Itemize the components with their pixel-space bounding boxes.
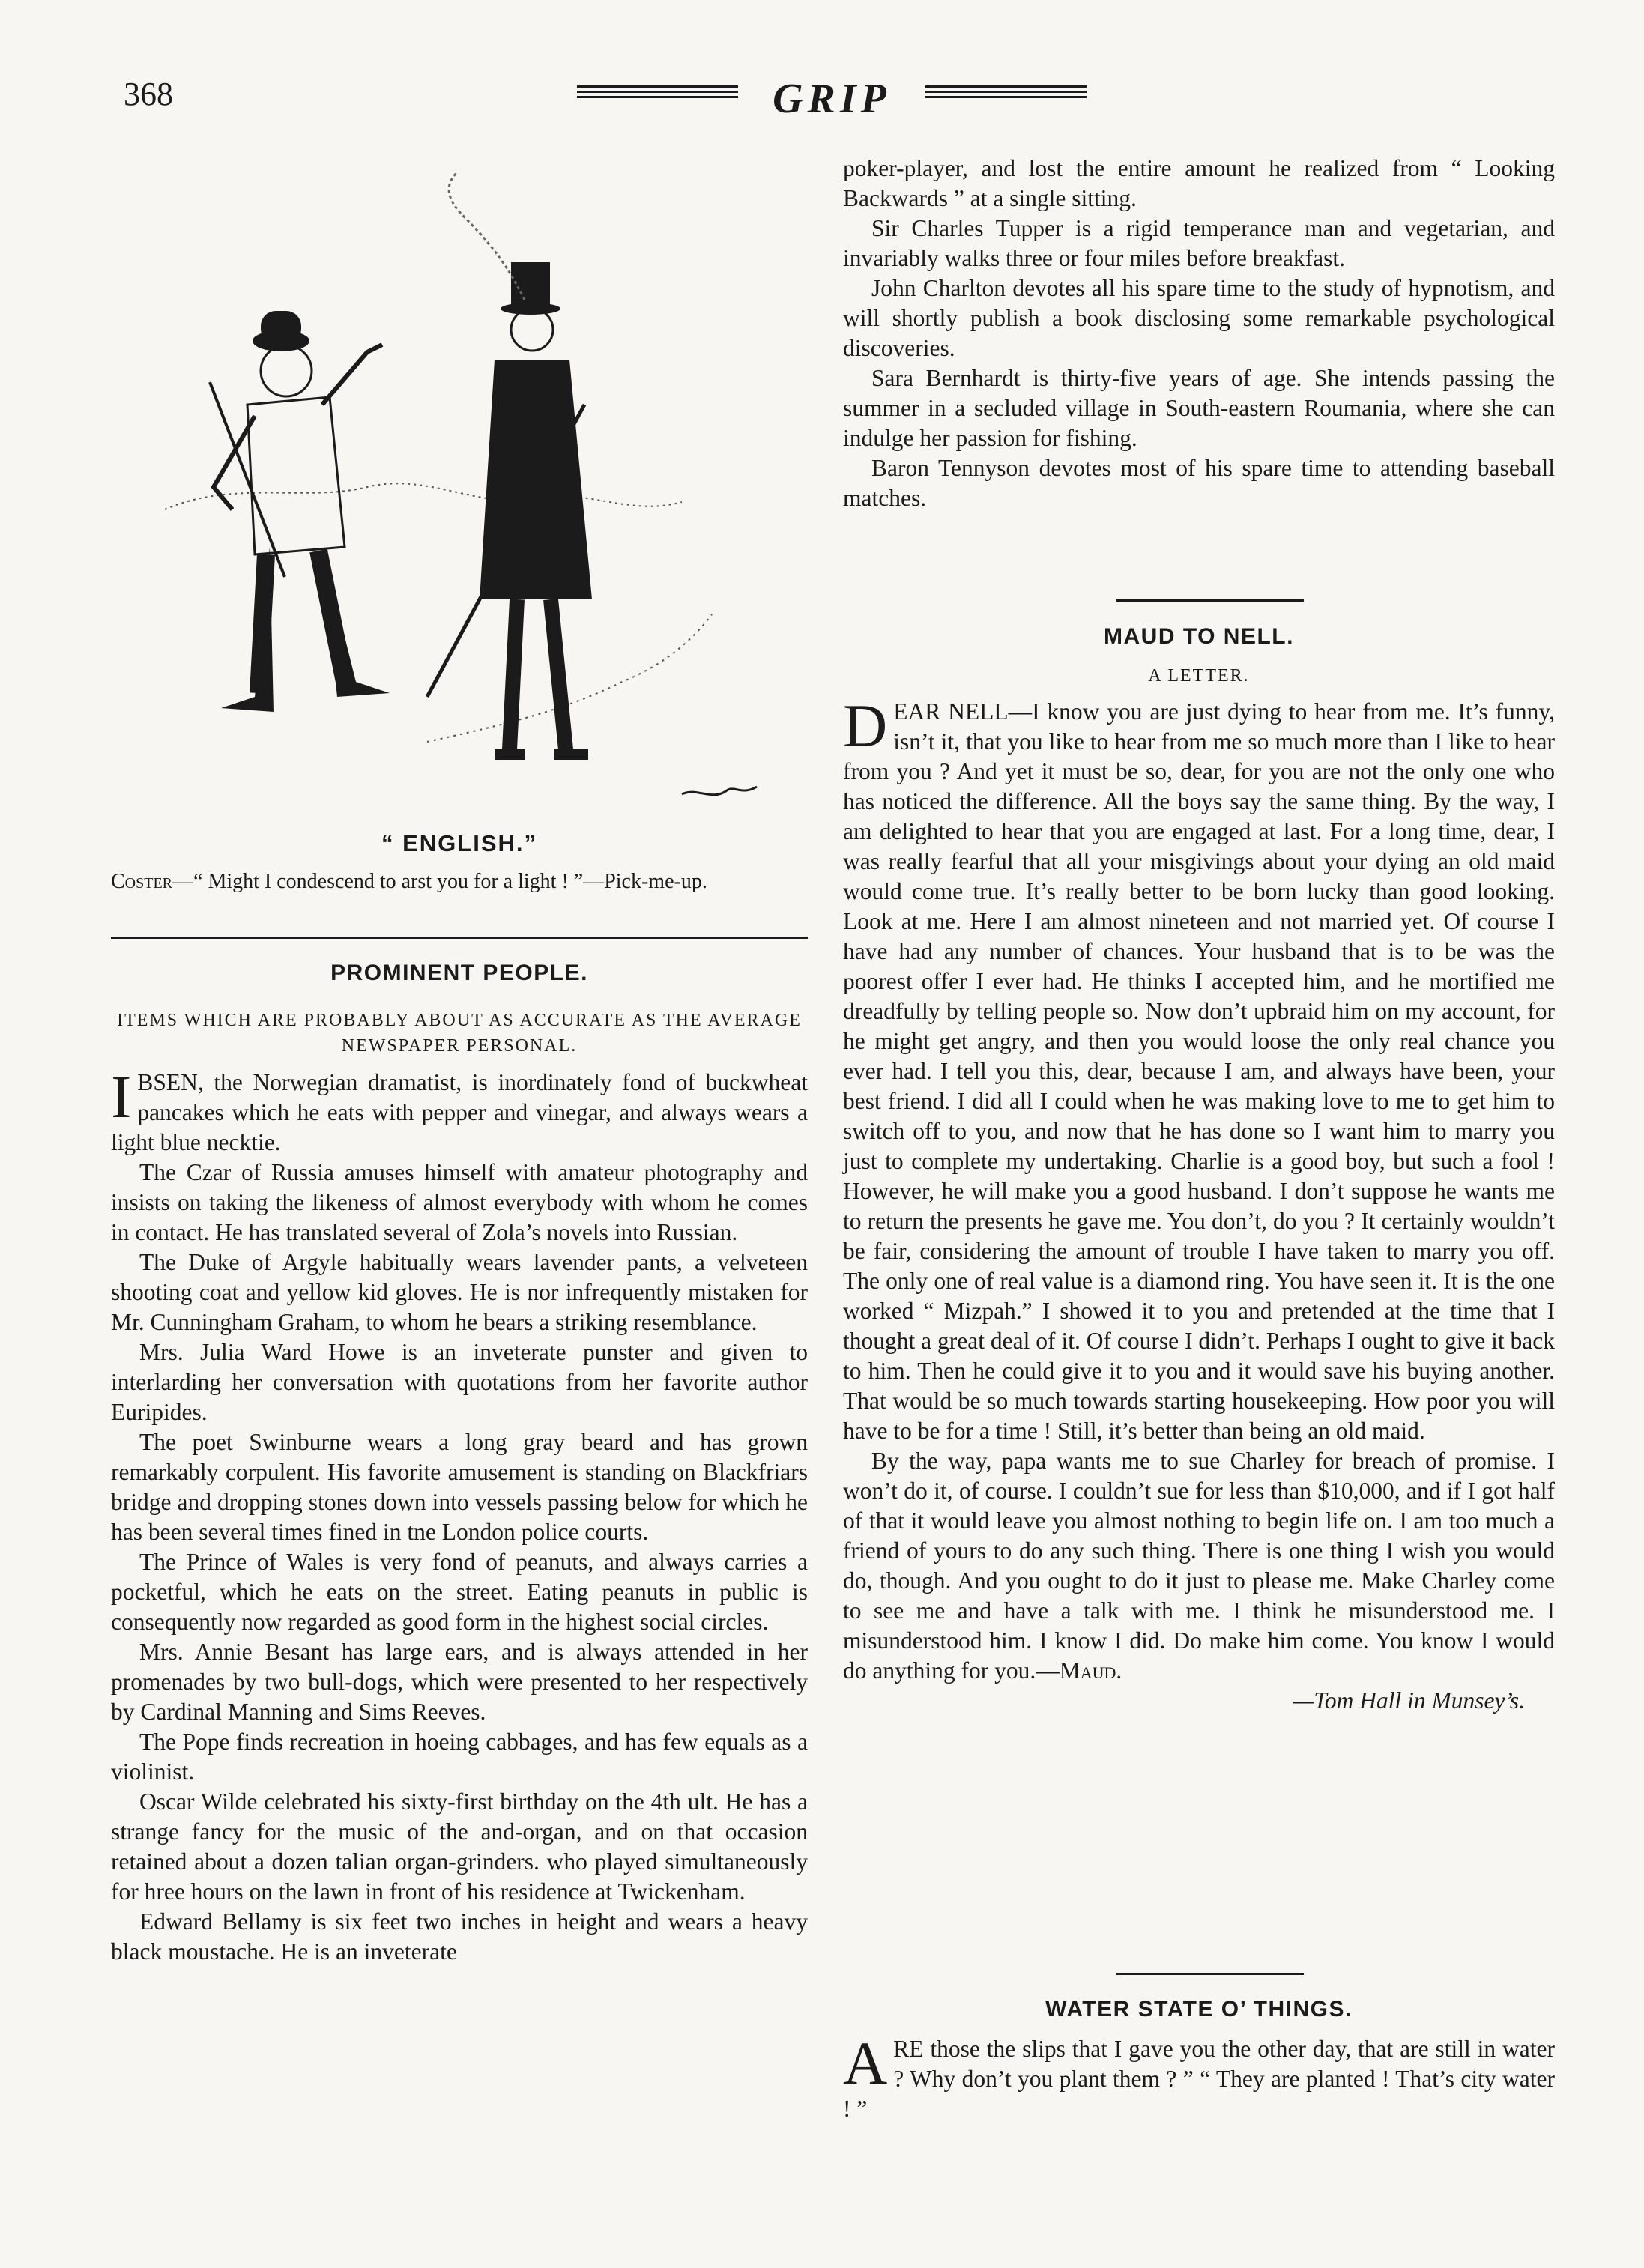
maud-to-nell-body	[843, 692, 1555, 1716]
article-paragraph: poker-player, and lost the entire amount he realized from “ Looking Backwards ” at a single sitting.	[843, 155, 1555, 211]
attribution: —Tom Hall in Munsey’s.	[1293, 1687, 1525, 1714]
magazine-title: GRIP	[773, 76, 891, 122]
section-divider	[111, 937, 808, 939]
maud-to-nell-title: MAUD TO NELL.	[1104, 624, 1294, 649]
prominent-people-continued	[843, 154, 1555, 513]
article-paragraph: John Charlton devotes all his spare time to the study of hypnotism, and will shortly publish a book disclosing some remarkable psychological discoveries.	[843, 275, 1555, 361]
article-paragraph: Sara Bernhardt is thirty-five years of age. She intends passing the summer in a secluded village in South-eastern Roumania, where she can indulge her passion for fishing.	[843, 365, 1555, 451]
illustration-caption-title: “ ENGLISH.”	[381, 830, 537, 856]
section-divider	[1116, 599, 1304, 602]
article-paragraph: Sir Charles Tupper is a rigid temperance man and vegetarian, and invariably walks three or four miles before breakfast.	[843, 215, 1555, 271]
prominent-people-title: PROMINENT PEOPLE.	[330, 961, 588, 985]
page-number: 368	[124, 76, 173, 112]
drop-cap: I	[111, 1062, 132, 1131]
water-state-title: WATER STATE O’ THINGS.	[1045, 1997, 1353, 2021]
article-paragraph: ARE those the slips that I gave you the other day, that are still in water ? Why don’t you plant them ? ” “ They are planted ! That’s city water ! ”	[843, 2029, 1555, 2122]
article-paragraph: The Prince of Wales is very fond of peanuts, and always carries a pocketful, which he eats on the street. Eating peanuts in public is consequently now regarded as good form in the highest social circles.	[111, 1549, 808, 1635]
water-state-body	[843, 2029, 1555, 2124]
article-paragraph: The Pope finds recreation in hoeing cabbages, and has few equals as a violinist.	[111, 1729, 808, 1785]
illustration-caption	[111, 868, 808, 896]
article-paragraph: Oscar Wilde celebrated his sixty-first birthday on the 4th ult. He has a strange fancy for the music of the and-organ, and on that occasion retained about a dozen talian organ-grinders. who played simultaneously for hree hours on the lawn in front of his residence at Twickenham.	[111, 1788, 808, 1905]
caption-quote: —“ Might I condescend to arst you for a light ! ”—Pick-me-up.	[172, 870, 707, 893]
maud-to-nell-subtitle: A LETTER.	[1148, 666, 1250, 686]
article-paragraph: Mrs. Julia Ward Howe is an inveterate punster and given to interlarding her conversation with quotations from her favorite author Euripides.	[111, 1339, 808, 1425]
masthead-rule-left	[577, 85, 738, 109]
prominent-people-subtitle: ITEMS WHICH ARE PROBABLY ABOUT AS ACCURATE AS THE AVERAGE NEWSPAPER PERSONAL.	[117, 1011, 802, 1056]
artist-signature	[682, 787, 757, 795]
section-divider	[1116, 1973, 1304, 1975]
drop-cap: A	[843, 2029, 888, 2097]
article-paragraph: DEAR NELL—I know you are just dying to hear from me. It’s funny, isn’t it, that you like to hear from me so much more than I like to hear from you ? And yet it must be so, dear, for you are not the only one who has noticed the difference. All the boys say the same thing. By the way, I am delighted to hear that you are engaged at last. For a long time, dear, I was really fearful that all your misgivings about your dying an old maid would come true. It’s really better to be born lucky than good looking. Look at me. Here I am almost nineteen and not married yet. Of course I have had any number of chances. Your husband that is to be was the poorest offer I ever had. He thinks I accepted him, and he mortified me dreadfully by telling people so. Now don’t upbraid him on my account, for he might get angry, and then you would loose the only real chance you ever had. I tell you this, dear, because I am, and always have been, your best friend. I did all I could when he was making love to me to get him to switch off to you, and now that he has done so I want him to marry you just to complete my undertaking. Charlie is a good boy, but such a fool ! However, he will make you a good husband. I don’t suppose he wants me to return the presents he gave me. You don’t, do you ? It certainly wouldn’t be fair, considering the amount of trouble I have taken to marry you off. The only one of real value is a diamond ring. You have seen it. It is the one worked “ Mizpah.” I showed it to you and pretended at the time that I thought a great deal of it. Of course I didn’t. Perhaps I ought to give it back to him. Then he could give it to you and it would save his buying another. That would be so much towards starting housekeeping. How poor you will have to be for a time ! Still, it’s better than being an old maid.	[843, 692, 1555, 1444]
caption-speaker: Coster	[111, 870, 173, 893]
coster-figure	[210, 311, 390, 712]
article-paragraph: The Czar of Russia amuses himself with amateur photography and insists on taking the likeness of almost everybody with whom he comes in contact. He has translated several of Zola’s novels into Russian.	[111, 1159, 808, 1245]
article-paragraph: By the way, papa wants me to sue Charley for breach of promise. I won’t do it, of course. I couldn’t sue for less than $10,000, and if I got half of that it would leave you almost nothing to begin life on. I am too much a friend of yours to do any such thing. There is one thing I wish you would do, though. And you ought to do it just to please me. Make Charley come to see me and have a talk with me. I think he misunderstood me. I misunderstood him. I know I did. Do make him come. You know I would do anything for you.—Maud.	[843, 1448, 1555, 1684]
masthead	[577, 75, 1087, 120]
letter-signoff: Maud.	[1059, 1657, 1122, 1684]
drop-cap: D	[843, 692, 888, 760]
illustration-coster-and-gentleman	[142, 157, 794, 832]
prominent-people-body	[111, 1062, 808, 1967]
gentleman-figure	[427, 172, 592, 760]
article-paragraph: Edward Bellamy is six feet two inches in height and wears a heavy black moustache. He is an inveterate	[111, 1908, 808, 1965]
article-paragraph: The poet Swinburne wears a long gray beard and has grown remarkably corpulent. His favorite amusement is standing on Blackfriars bridge and dropping stones down into vessels passing below for which he has been several times fined in tne London police courts.	[111, 1429, 808, 1545]
article-paragraph: IBSEN, the Norwegian dramatist, is inordinately fond of buckwheat pancakes which he eats with pepper and vinegar, and always wears a light blue necktie.	[111, 1062, 808, 1155]
article-paragraph: Baron Tennyson devotes most of his spare time to attending baseball matches.	[843, 455, 1555, 511]
article-paragraph: Mrs. Annie Besant has large ears, and is always attended in her promenades by two bull-dogs, which were presented to her respectively by Cardinal Manning and Sims Reeves.	[111, 1639, 808, 1725]
article-paragraph: The Duke of Argyle habitually wears lavender pants, a velveteen shooting coat and yellow kid gloves. He is nor infrequently mistaken for Mr. Cunningham Graham, to whom he bears a striking resemblance.	[111, 1249, 808, 1335]
masthead-rule-right	[925, 85, 1087, 109]
